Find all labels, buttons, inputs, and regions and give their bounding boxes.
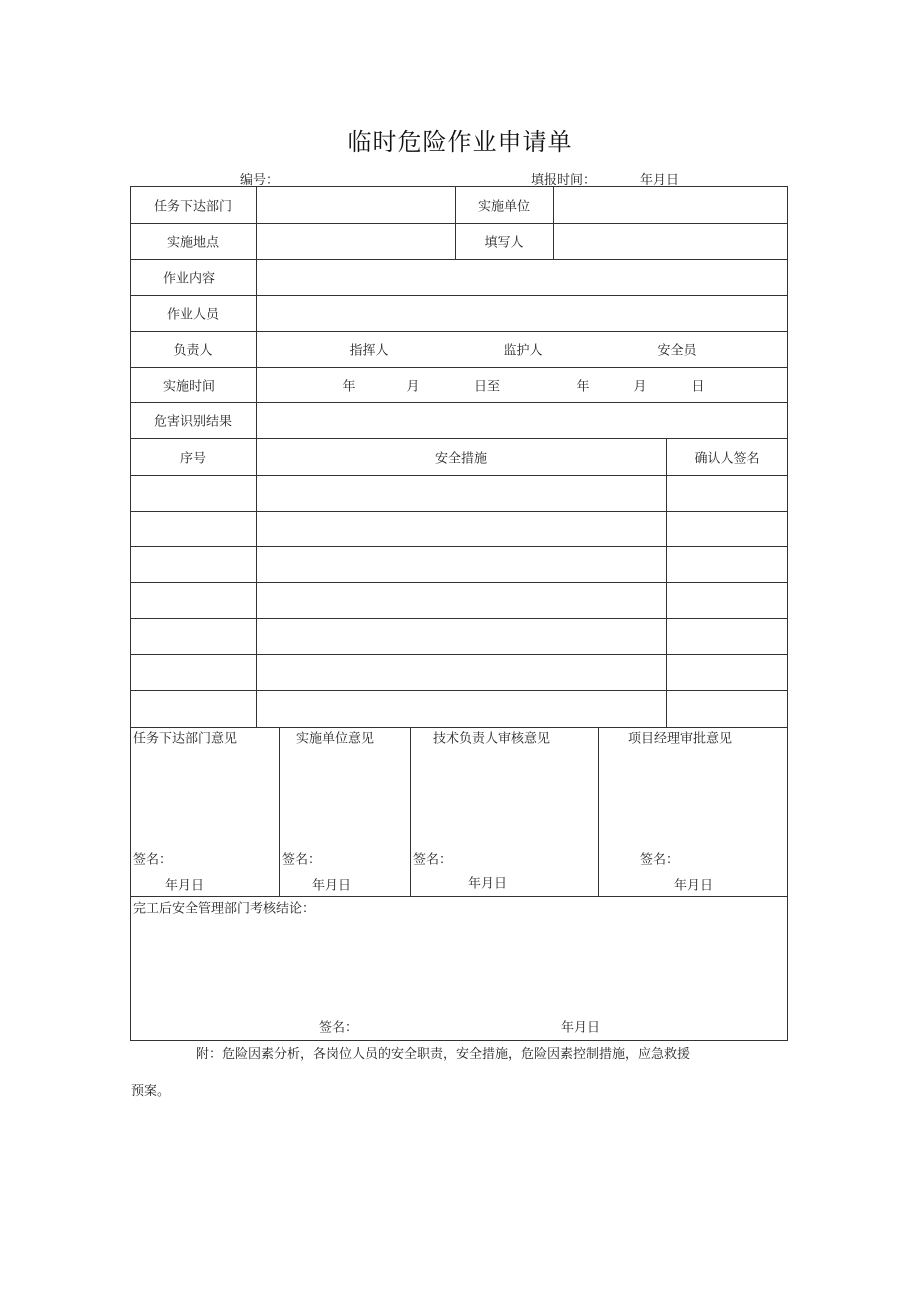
fill-date: 年月日: [640, 173, 680, 188]
row-divider: [131, 654, 787, 655]
form-title: 临时危险作业申请单: [347, 128, 573, 156]
row-divider: [131, 511, 787, 512]
row-divider: [131, 331, 787, 332]
col-measure-header: 安全措施: [434, 451, 488, 467]
safety-officer-label: 安全员: [657, 343, 697, 359]
column-divider: [666, 438, 667, 727]
supervisor-label: 监护人: [503, 343, 543, 359]
column-divider: [455, 187, 456, 259]
col-confirm-header: 确认人签名: [694, 451, 760, 467]
row-divider: [131, 367, 787, 368]
opinion-task-dept-sign: 签名：: [133, 852, 173, 868]
opinion-tech-review-date: 年月日: [468, 876, 508, 892]
row-divider: [131, 582, 787, 583]
row-divider: [131, 690, 787, 691]
fill-time-label: 填报时间：: [531, 173, 597, 188]
row-divider: [131, 402, 787, 403]
opinion-task-dept-date: 年月日: [165, 878, 205, 894]
work-content-label: 作业内容: [162, 271, 216, 287]
responsible-label: 负责人: [173, 343, 213, 359]
application-form-table: [130, 186, 788, 1041]
row-divider: [131, 475, 787, 476]
time-day-to: 日至: [473, 379, 501, 395]
commander-label: 指挥人: [349, 343, 389, 359]
impl-location-label: 实施地点: [166, 235, 220, 251]
opinion-impl-unit-date: 年月日: [312, 878, 352, 894]
footnote-line-1: 附：危险因素分析，各岗位人员的安全职责，安全措施，危险因素控制措施，应急救援: [196, 1047, 691, 1062]
row-divider: [131, 546, 787, 547]
number-label: 编号：: [240, 173, 280, 188]
time-month-start: 月: [406, 379, 420, 395]
conclusion-label: 完工后安全管理部门考核结论：: [133, 901, 316, 917]
task-dept-label: 任务下达部门: [153, 199, 233, 215]
impl-time-label: 实施时间: [162, 379, 216, 395]
time-year-end: 年: [576, 379, 590, 395]
time-month-end: 月: [633, 379, 647, 395]
time-year-start: 年: [342, 379, 356, 395]
column-divider: [410, 727, 411, 896]
filler-label: 填写人: [484, 235, 524, 251]
time-day-end: 日: [691, 379, 705, 395]
column-divider: [256, 187, 257, 727]
opinion-pm-approval-label: 项目经理审批意见: [628, 731, 733, 747]
row-divider: [131, 223, 787, 224]
opinion-tech-review-sign: 签名：: [413, 852, 453, 868]
col-seq-header: 序号: [179, 451, 207, 467]
conclusion-date: 年月日: [561, 1020, 601, 1036]
column-divider: [553, 187, 554, 259]
footnote-line-2: 预案。: [131, 1084, 171, 1099]
column-divider: [598, 727, 599, 896]
row-divider: [131, 618, 787, 619]
column-divider: [279, 727, 280, 896]
opinion-task-dept-label: 任务下达部门意见: [133, 731, 238, 747]
opinion-pm-approval-date: 年月日: [674, 878, 714, 894]
workers-label: 作业人员: [166, 307, 220, 323]
opinion-pm-approval-sign: 签名：: [640, 852, 680, 868]
opinion-impl-unit-label: 实施单位意见: [296, 731, 375, 747]
hazard-result-label: 危害识别结果: [153, 414, 233, 430]
row-divider: [131, 295, 787, 296]
conclusion-sign: 签名：: [319, 1020, 359, 1036]
opinion-impl-unit-sign: 签名：: [282, 852, 322, 868]
row-divider: [131, 438, 787, 439]
impl-unit-label: 实施单位: [477, 199, 531, 215]
opinion-tech-review-label: 技术负责人审核意见: [433, 731, 551, 747]
row-divider: [131, 259, 787, 260]
